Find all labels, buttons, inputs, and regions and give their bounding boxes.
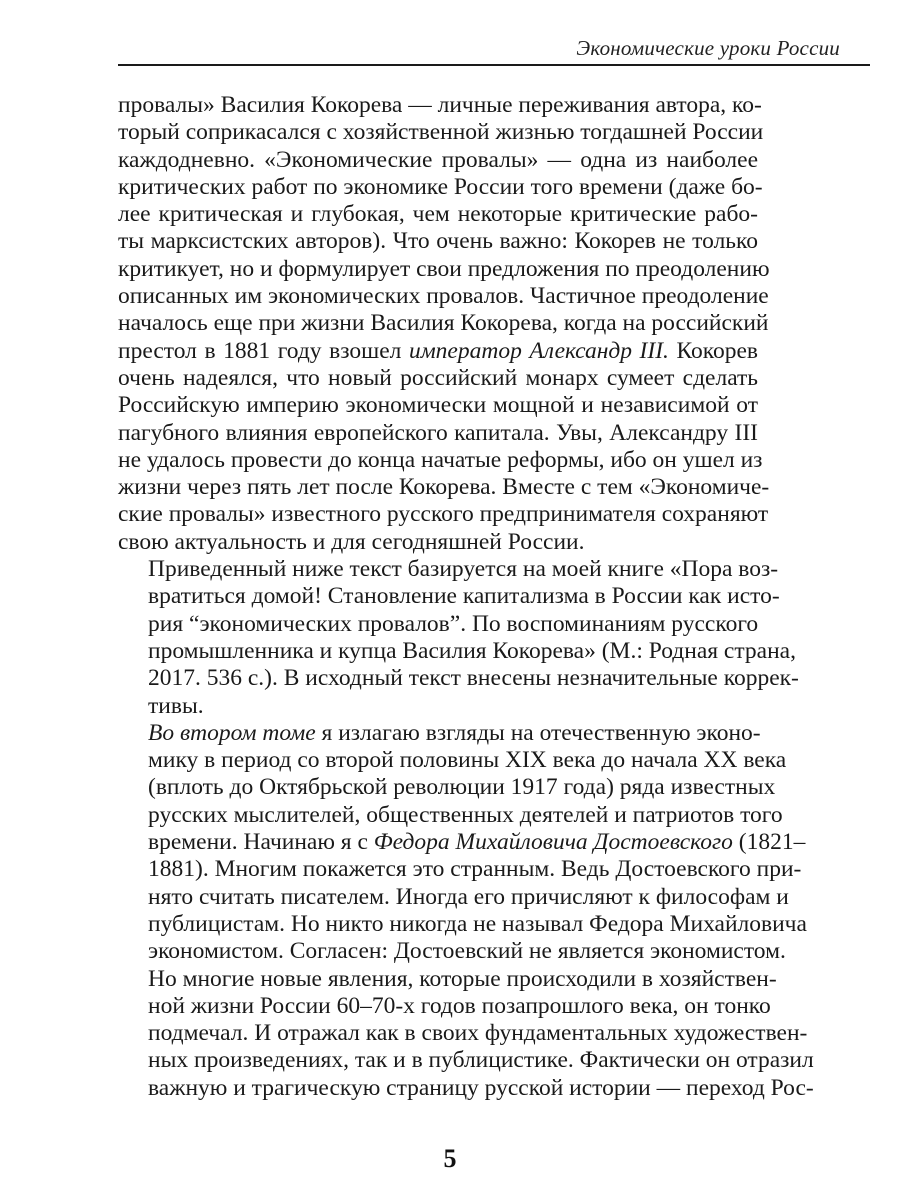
text-line [118,693,758,720]
header-rule [118,64,870,66]
text-line [118,829,806,856]
text-line [118,1020,808,1047]
body-text [118,92,814,1102]
text-run: вратиться домой! Становление капитализма в России как исто- [148,583,780,610]
text-line [118,338,758,365]
paragraph-3 [118,719,814,1102]
text-run: не удалось провести до конца начатые реформы, ибо он ушел из [118,446,763,473]
text-line [118,529,758,556]
text-line [118,1047,814,1074]
text-run: Но многие новые явления, которые происходили в хозяйствен- [148,965,777,992]
text-run: (1821– [732,829,806,856]
text-run: ские провалы» известного русского предпринимателя сохраняют [118,501,769,528]
text-run: началось еще при жизни Василия Кокорева, когда на российский [118,310,769,337]
text-line [118,774,776,801]
text-line [118,255,770,283]
text-line [118,501,769,528]
text-line [118,147,758,174]
text-run: очень надеялся, что новый российский монарх сумеет сделать [118,364,758,391]
text-line [118,856,802,883]
text-run: публицистам. Но никто никогда не называл Федора Михайловича [148,910,807,937]
text-run: 2017. 536 с.). В исходный текст внесены незначительные коррек- [148,665,799,692]
text-line [118,1074,814,1102]
text-line [118,938,786,965]
text-run: нято считать писателем. Иногда его причисляют к философам и [148,883,789,910]
text-line [118,392,758,419]
text-run: рия “экономических провалов”. По воспоминаниям русского [148,610,759,637]
paragraph-2 [118,556,799,720]
text-run: лее критическая и глубокая, чем некоторые критические рабо- [118,201,758,228]
text-line [118,992,771,1020]
text-line [118,119,764,146]
text-run: критикует, но и формулирует свои предложения по преодолению [118,255,770,282]
text-run: свою актуальность и для сегодняшней России. [118,528,585,555]
text-run: промышленника и купца Василия Кокорева» (М.: Родная страна, [148,637,796,664]
italic-text: Федора Михайловича Достоевского [373,829,733,856]
text-line [118,283,769,310]
text-run: критических работ по экономике России того времени (даже бо- [118,173,763,200]
text-line [118,883,789,911]
text-run: русских мыслителей, общественных деятелей и патриотов того [148,801,783,828]
text-line [118,556,779,583]
text-line [118,910,807,938]
text-run: торый соприкасался с хозяйственной жизнью тогдашней России [118,119,764,146]
text-run: описанных им экономических провалов. Частичное преодоление [118,283,769,310]
text-line [118,228,758,255]
text-line [118,611,758,638]
text-line [118,665,799,692]
text-line [118,801,783,829]
text-line [118,446,763,474]
text-run: (вплоть до Октябрьской революции 1917 года) ряда известных [148,774,776,801]
running-header: Экономические уроки России [576,36,840,60]
text-run: важную и трагическую страницу русской истории — переход Рос- [148,1074,814,1101]
text-line [118,201,758,228]
text-run: тивы. [148,692,204,719]
text-run: каждодневно. «Экономические провалы» — одна из наиболее [118,146,758,173]
text-line [118,474,770,501]
text-run: Кокорев [668,337,758,364]
paragraph-1 [118,92,770,556]
text-line [118,92,762,119]
text-run: Приведенный ниже текст базируется на моей книге «Пора воз- [148,556,779,583]
text-run: ты марксистских авторов). Что очень важно: Кокорев не только [118,228,758,255]
text-run: подмечал. И отражал как в своих фундаментальных художествен- [148,1020,808,1047]
text-run: я излагаю взгляды на отечественную эконо- [315,719,761,746]
text-line [118,365,758,392]
text-line [118,637,796,665]
text-run: пагубного влияния европейского капитала. Увы, Александру III [118,419,758,446]
text-run: провалы» Василия Кокорева — личные переживания автора, ко- [118,92,762,118]
text-line [118,173,763,201]
text-run: времени. Начинаю я с [148,829,374,856]
text-run: ных произведениях, так и в публицистике. Фактически он отразил [148,1047,814,1074]
text-run: жизни через пять лет после Кокорева. Вместе с тем «Экономиче- [118,474,770,501]
text-run: мику в период со второй половины XIX века до начала XX века [148,747,787,774]
text-line [118,965,777,993]
text-line [118,719,761,747]
text-line [118,583,780,610]
text-line [118,747,787,774]
text-line [118,310,769,337]
page-number: 5 [443,1144,457,1173]
text-run: ной жизни России 60–70-х годов позапрошлого века, он тонко [148,992,771,1019]
text-run: экономистом. Согласен: Достоевский не является экономистом. [148,938,786,965]
text-run: 1881). Многим покажется это странным. Ведь Достоевского при- [148,856,802,883]
text-run: престол в 1881 году взошел [118,337,409,364]
italic-text: Во втором томе [148,719,316,746]
italic-text: император Александр III. [408,337,669,364]
text-line [118,420,758,447]
text-run: Российскую империю экономически мощной и независимой от [118,392,758,419]
